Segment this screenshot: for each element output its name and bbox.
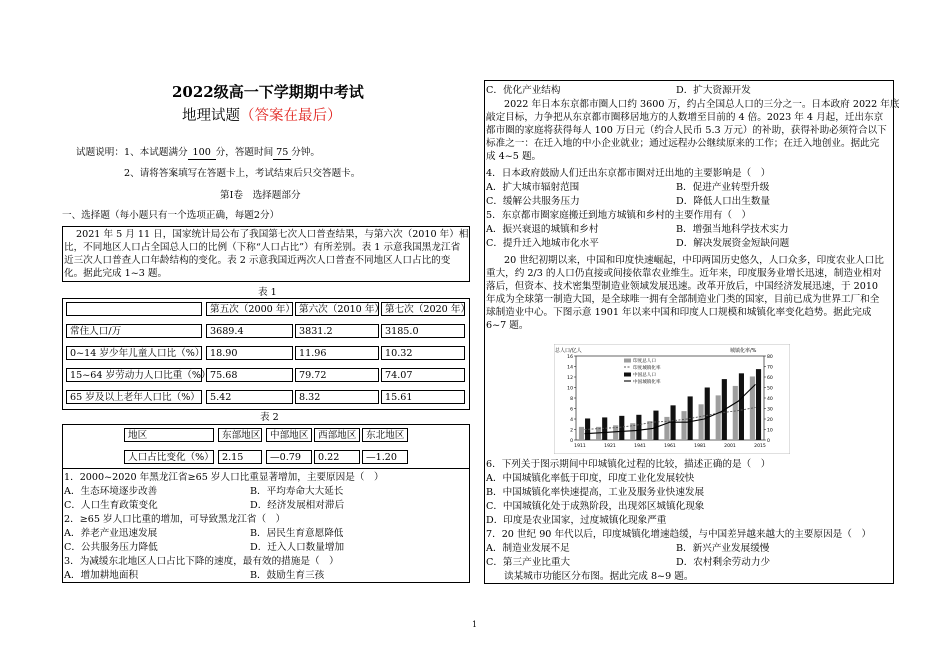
legend-label: 中国城镇化率 (633, 380, 661, 385)
passage2-line: 成 4~5 题。 (486, 151, 542, 162)
y-tick-label: 14 (567, 365, 573, 371)
option: C．公共服务压力降低 (64, 542, 158, 553)
y2-tick-label: 50 (767, 386, 773, 392)
score-value: 100 (188, 146, 216, 160)
option: B．增强当地科学技术实力 (676, 224, 789, 235)
y2-tick-label: 70 (767, 365, 773, 371)
option: D．扩大资源开发 (676, 85, 751, 96)
table1-cell: 3831.2 (295, 324, 379, 338)
y2-tick-label: 10 (767, 428, 773, 434)
table1-cell: 10.32 (381, 346, 465, 360)
table2-header-cell: 地区 (124, 428, 214, 442)
legend-swatch-india-bar (624, 359, 631, 363)
option: D．经济发展相对滞后 (250, 500, 345, 511)
bar-china-population (619, 416, 624, 440)
bar-india-population (716, 395, 721, 440)
y2-tick-label: 80 (767, 354, 773, 360)
table2-caption: 表 2 (260, 412, 279, 423)
table2-cell: 0.22 (314, 450, 360, 464)
option: D．迁入人口数量增加 (250, 542, 345, 553)
passage2-line: 敲定目标，力争把从东京都市圈移居地方的人数增至目前的 4 倍。2023 年 4 月起，迁出东京 (486, 112, 884, 123)
bar-india-population (647, 421, 652, 440)
y-tick-label: 6 (570, 407, 573, 413)
page-number: 1 (472, 620, 478, 629)
table2-header-cell: 东部地区 (218, 428, 262, 442)
option: B．居民生育意愿降低 (250, 528, 344, 539)
option: C．中国城镇化处于成熟阶段，出现郊区城镇化现象 (486, 501, 705, 512)
legend-label: 印度城镇化率 (633, 366, 661, 371)
option: A．制造业发展不足 (486, 543, 570, 554)
table1-header-cell: 第六次（2010 年） (295, 302, 379, 316)
table1-cell: 常住人口/万 (66, 324, 202, 338)
table1-cell: 18.90 (206, 346, 293, 360)
y2-tick-label: 0 (767, 438, 770, 444)
bar-india-population (579, 427, 584, 440)
passage2-line: 都市圈的家庭将获得每人 100 万日元（约合人民币 5.3 万元）的补助，获得补助必须符合以下 (486, 125, 887, 136)
y-tick-label: 16 (567, 354, 573, 360)
question-stem: 6．下列关于图示期间中印城镇化过程的比较，描述正确的是（ ） (486, 459, 771, 470)
y-tick-label: 0 (570, 438, 573, 444)
option: B．中国城镇化率快速提高，工业及服务业快速发展 (486, 487, 705, 498)
x-tick-label: 1911 (574, 444, 586, 449)
passage3-line: 重大，约 2/3 的人口仍直接或间接依靠农业维生。近年来，印度服务业增长迅速，制造业相对 (486, 268, 882, 279)
question-stem: 1．2000~2020 年黑龙江省≥65 岁人口比重显著增加，主要原因是（ ） (64, 472, 384, 483)
option: C．第三产业比重大 (486, 557, 571, 568)
table1-cell: 5.42 (206, 390, 293, 404)
option: D．印度是农业国家，过度城镇化现象严重 (486, 515, 667, 526)
option: B．平均寿命大大延长 (250, 486, 344, 497)
table2-cell: 2.15 (218, 450, 262, 464)
y-tick-label: 8 (570, 396, 573, 402)
option: C．提升迁入地城市化水平 (486, 238, 599, 249)
legend-label: 中国总人口 (633, 373, 656, 378)
table2-header-cell: 东北地区 (362, 428, 408, 442)
part-heading: 第Ⅰ卷 选择题部分 (220, 190, 301, 201)
table1-cell: 75.68 (206, 368, 293, 382)
passage3-line: 落后，但资本、技术密集型制造业领域发展迅速。改革开放后，中国经济发展迅速，于 2010 (486, 281, 879, 292)
passage4: 读某城市功能区分布图。据此完成 8~9 题。 (504, 571, 694, 582)
x-tick-label: 1961 (664, 444, 676, 449)
y2-tick-label: 60 (767, 375, 773, 381)
instr1-c: 分钟。 (291, 147, 320, 158)
option: A．扩大城市辐射范围 (486, 182, 580, 193)
bar-china-population (636, 415, 641, 440)
y2-tick-label: 30 (767, 407, 773, 413)
bar-india-population (681, 411, 686, 440)
instr1-a: 试题说明：1、本试题满分 (76, 147, 188, 158)
option: A．生态环境逐步改善 (64, 486, 158, 497)
table1-cell: 65 岁及以上老年人口比（%） (66, 390, 202, 404)
passage3-line: 球制造业中心。下图示意 1901 年以来中国和印度人口规模和城镇化率变化趋势。据此完成 (486, 307, 872, 318)
table1-cell: 11.96 (295, 346, 379, 360)
x-tick-label: 1921 (604, 444, 616, 449)
table1-header-cell (66, 302, 202, 316)
table2-header-cell: 中部地区 (266, 428, 312, 442)
table1-cell: 3185.0 (381, 324, 465, 338)
option: B．新兴产业发展缓慢 (676, 543, 770, 554)
question-stem: 5．东京都市圈家庭搬迁到地方城镇和乡村的主要作用有（ ） (486, 210, 752, 221)
instructions-1 (76, 146, 320, 160)
passage2-line: 标准之一：在迁入地的中小企业就业；通过远程办公继续原来的工作；在迁入地创业。据此完 (486, 138, 880, 149)
subject-note: （答案在最后） (240, 108, 342, 124)
option: B．鼓励生育三孩 (250, 570, 325, 581)
bar-china-population (653, 411, 658, 440)
option: D．降低人口出生数量 (676, 196, 771, 207)
question-stem: 2．≥65 岁人口比重的增加，可导致黑龙江省（ ） (64, 514, 286, 525)
y2-tick-label: 40 (767, 396, 773, 402)
option: A．振兴衰退的城镇和乡村 (486, 224, 599, 235)
passage1-line: 2021 年 5 月 11 日，国家统计局公布了我国第七次人口普查结果，与第六次（2010 年）相 (76, 229, 469, 240)
table2-cell: 人口占比变化（%） (124, 450, 214, 464)
passage1-line: 化。据此完成 1~3 题。 (64, 268, 168, 279)
section-heading: 一、选择题（每小题只有一个选项正确，每题2分） (62, 210, 280, 221)
x-tick-label: 2001 (724, 444, 736, 449)
table1-header-cell: 第七次（2020 年） (381, 302, 465, 316)
x-tick-label: 1941 (634, 444, 646, 449)
passage1-line: 比，不同地区人口占全国总人口的比例（下称“人口占比”）有所差别。表 1 示意我国黑龙江省 (64, 242, 461, 253)
y-tick-label: 10 (567, 386, 573, 392)
option: C．优化产业结构 (486, 85, 561, 96)
bar-india-population (733, 386, 738, 440)
y2-axis-label: 城镇化率/% (730, 348, 757, 354)
exam-subject (182, 110, 342, 123)
passage1-line: 近三次人口普查人口年龄结构的变化。表 2 示意我国近两次人口普查不同地区人口占比的变 (64, 255, 451, 266)
option: D．农村剩余劳动力少 (676, 557, 771, 568)
table1-cell: 3689.4 (206, 324, 293, 338)
exam-title: 2022级高一下学期期中考试 (172, 83, 364, 101)
passage3-line: 年成为全球第一制造大国，是全球唯一拥有全部制造业门类的国家，目前已成为世界工厂和全 (486, 294, 880, 305)
subject-text: 地理试题 (182, 108, 240, 124)
population-urbanization-chart (554, 344, 790, 454)
y-axis-label: 总人口/亿人 (555, 348, 582, 354)
y-tick-label: 12 (567, 375, 573, 381)
option: A．养老产业迅速发展 (64, 528, 158, 539)
table1-cell: 15~64 岁劳动力人口比重（%） (66, 368, 202, 382)
table1-caption: 表 1 (258, 287, 277, 298)
x-tick-label: 2015 (754, 444, 766, 449)
table1-cell: 15.61 (381, 390, 465, 404)
time-value: 75 (273, 146, 291, 160)
bar-china-population (756, 369, 761, 440)
table2-cell: —0.79 (266, 450, 312, 464)
legend-label: 印度总人口 (633, 359, 656, 364)
passage2-line: 2022 年日本东京都市圈人口约 3600 万，约占全国总人口的三分之一。日本政府 2022 年底 (504, 99, 900, 110)
table1-header-cell: 第五次（2000 年） (206, 302, 293, 316)
table1-cell: 79.72 (295, 368, 379, 382)
passage3-line: 6~7 题。 (486, 320, 529, 331)
question-stem: 7．20 世纪 90 年代以后，印度城镇化增速趋缓，与中国差异越来越大的主要原因是（ ） (486, 529, 872, 540)
option: A．增加耕地面积 (64, 570, 139, 581)
bar-china-population (739, 373, 744, 440)
table1-cell: 74.07 (381, 368, 465, 382)
passage3-line: 20 世纪初期以来，中国和印度快速崛起，中印两国历史悠久，人口众多，印度农业人口比 (504, 255, 884, 266)
question-stem: 3．为减缓东北地区人口占比下降的速度，最有效的措施是（ ） (64, 556, 339, 567)
y-tick-label: 2 (570, 428, 573, 434)
option: B．促进产业转型升级 (676, 182, 770, 193)
option: C．缓解公共服务压力 (486, 196, 580, 207)
bar-china-population (705, 388, 710, 441)
bar-india-population (664, 417, 669, 440)
question-stem: 4．日本政府鼓励人们迁出东京都市圈对迁出地的主要影响是（ ） (486, 168, 771, 179)
y-tick-label: 4 (570, 417, 573, 423)
x-tick-label: 1981 (694, 444, 706, 449)
table2-header-cell: 西部地区 (314, 428, 360, 442)
option: D．解决发展资金短缺问题 (676, 238, 790, 249)
y2-tick-label: 20 (767, 417, 773, 423)
legend-swatch-china-bar (624, 373, 631, 377)
instructions-2: 2、请将答案填写在答题卡上，考试结束后只交答题卡。 (124, 168, 361, 179)
option: C．人口生育政策变化 (64, 500, 158, 511)
table2-cell: —1.20 (362, 450, 408, 464)
option: A．中国城镇化率低于印度，印度工业化发展较快 (486, 473, 695, 484)
instr1-b: 分，答题时间 (215, 147, 274, 158)
table1-cell: 8.32 (295, 390, 379, 404)
table1-cell: 0~14 岁少年儿童人口比（%） (66, 346, 202, 360)
bar-india-population (699, 404, 704, 440)
